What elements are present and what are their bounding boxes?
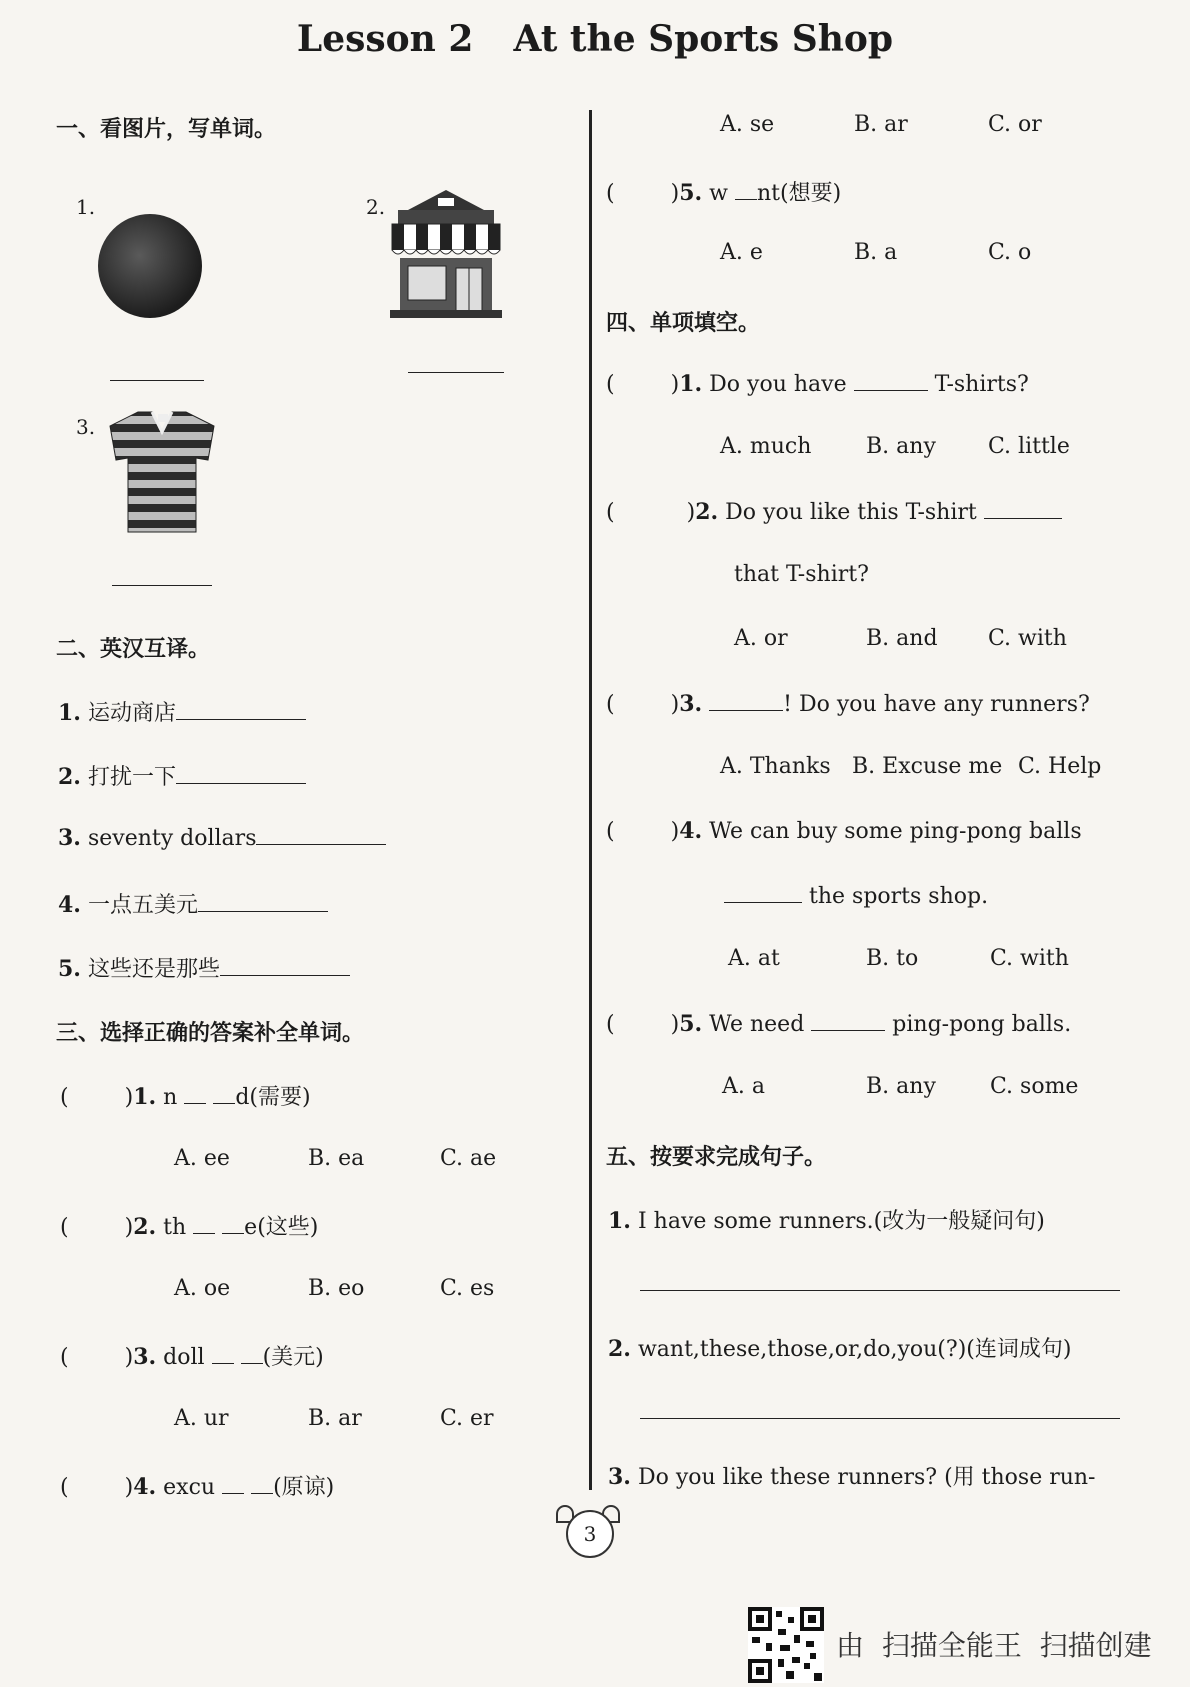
- translate-blank-1[interactable]: [176, 699, 306, 720]
- scanner-watermark: 由 扫描全能王 扫描创建: [836, 1629, 1152, 1662]
- mc-item-3: ( )3. ! Do you have any runners?: [606, 691, 1090, 717]
- translate-blank-2[interactable]: [176, 763, 306, 784]
- translate-item-2: 2. 打扰一下: [58, 760, 306, 791]
- choice-5-option-c[interactable]: C. o: [988, 240, 1032, 265]
- answer-line-2[interactable]: [408, 372, 504, 373]
- ball-icon: [96, 212, 204, 324]
- pic-num-3: 3.: [76, 415, 96, 439]
- mc-3-option-a[interactable]: A. Thanks: [720, 754, 831, 779]
- choice-5-option-b[interactable]: B. a: [854, 240, 898, 265]
- sentence-item-2: 2. want,these,those,or,do,you(?)(连词成句): [608, 1336, 1072, 1362]
- lesson-title: At the Sports Shop: [513, 18, 894, 60]
- shop-icon: [388, 188, 504, 324]
- pic-num-1: 1.: [76, 195, 96, 219]
- choice-1-option-b[interactable]: B. ea: [308, 1146, 365, 1171]
- mc-1-option-b[interactable]: B. any: [866, 434, 936, 459]
- choice-item-2: ( )2. th e(这些): [60, 1214, 319, 1240]
- mc-2-option-c[interactable]: C. with: [988, 626, 1067, 651]
- section-1-heading: 一、看图片，写单词。: [56, 116, 277, 142]
- choice-item-3: ( )3. doll (美元): [60, 1344, 324, 1370]
- mc-item-1: ( )1. Do you have T-shirts?: [606, 371, 1029, 397]
- choice-3-option-a[interactable]: A. ur: [174, 1406, 229, 1431]
- translate-item-5: 5. 这些还是那些: [58, 952, 350, 983]
- mc-4-line2: the sports shop.: [724, 882, 988, 909]
- qr-code-icon: [748, 1607, 824, 1683]
- lesson-label: Lesson 2: [296, 18, 474, 60]
- mc-5-option-c[interactable]: C. some: [990, 1074, 1079, 1099]
- sentence-item-1: 1. I have some runners.(改为一般疑问句): [608, 1208, 1045, 1234]
- choice-2-option-a[interactable]: A. oe: [174, 1276, 231, 1301]
- page-number: 3: [566, 1510, 614, 1558]
- mc-item-5: ( )5. We need ping-pong balls.: [606, 1011, 1072, 1037]
- translate-blank-3[interactable]: [256, 824, 386, 845]
- sentence-item-3: 3. Do you like these runners? (用 those run-: [608, 1464, 1096, 1490]
- mc-3-option-b[interactable]: B. Excuse me: [852, 754, 1003, 779]
- choice-item-4: ( )4. excu (原谅): [60, 1474, 335, 1500]
- mc-2-option-a[interactable]: A. or: [734, 626, 788, 651]
- choice-1-option-c[interactable]: C. ae: [440, 1146, 497, 1171]
- answer-line-3[interactable]: [112, 585, 212, 586]
- mc-5-option-b[interactable]: B. any: [866, 1074, 936, 1099]
- choice-item-1: ( )1. n d(需要): [60, 1084, 311, 1110]
- pic-num-2: 2.: [366, 195, 386, 219]
- mc-5-option-a[interactable]: A. a: [722, 1074, 765, 1099]
- section-5-heading: 五、按要求完成句子。: [606, 1144, 827, 1170]
- tshirt-icon: [108, 408, 216, 540]
- choice-4-option-c[interactable]: C. or: [988, 112, 1042, 137]
- choice-4-option-a[interactable]: A. se: [720, 112, 775, 137]
- choice-4-option-b[interactable]: B. ar: [854, 112, 908, 137]
- section-2-heading: 二、英汉互译。: [56, 636, 211, 662]
- column-divider: [589, 110, 592, 1490]
- choice-1-option-a[interactable]: A. ee: [174, 1146, 230, 1171]
- mc-1-option-c[interactable]: C. little: [988, 434, 1070, 459]
- translate-item-3: 3. seventy dollars: [58, 824, 386, 851]
- choice-2-option-c[interactable]: C. es: [440, 1276, 495, 1301]
- section-3-heading: 三、选择正确的答案补全单词。: [56, 1020, 365, 1046]
- scanner-app-name: 扫描全能王: [881, 1629, 1022, 1662]
- mc-4-option-b[interactable]: B. to: [866, 946, 919, 971]
- mc-3-option-c[interactable]: C. Help: [1018, 754, 1102, 779]
- translate-item-4: 4. 一点五美元: [58, 888, 328, 919]
- answer-line-1[interactable]: [110, 380, 204, 381]
- sentence-answer-line-2[interactable]: [640, 1418, 1120, 1419]
- mc-2-option-b[interactable]: B. and: [866, 626, 938, 651]
- mc-1-option-a[interactable]: A. much: [720, 434, 812, 459]
- mc-4-option-a[interactable]: A. at: [728, 946, 780, 971]
- choice-3-option-c[interactable]: C. er: [440, 1406, 494, 1431]
- section-4-heading: 四、单项填空。: [606, 310, 761, 336]
- translate-blank-5[interactable]: [220, 955, 350, 976]
- translate-blank-4[interactable]: [198, 891, 328, 912]
- mc-item-4: ( )4. We can buy some ping-pong balls: [606, 818, 1082, 844]
- mc-item-2: ( )2. Do you like this T-shirt: [606, 498, 1062, 525]
- mc-4-option-c[interactable]: C. with: [990, 946, 1069, 971]
- choice-2-option-b[interactable]: B. eo: [308, 1276, 365, 1301]
- page-title: [0, 18, 1190, 60]
- mc-2-line2: that T-shirt?: [734, 562, 869, 587]
- choice-item-5: ( )5. w nt(想要): [606, 180, 842, 206]
- sentence-answer-line-1[interactable]: [640, 1290, 1120, 1291]
- translate-item-1: 1. 运动商店: [58, 696, 306, 727]
- choice-5-option-a[interactable]: A. e: [720, 240, 763, 265]
- choice-3-option-b[interactable]: B. ar: [308, 1406, 362, 1431]
